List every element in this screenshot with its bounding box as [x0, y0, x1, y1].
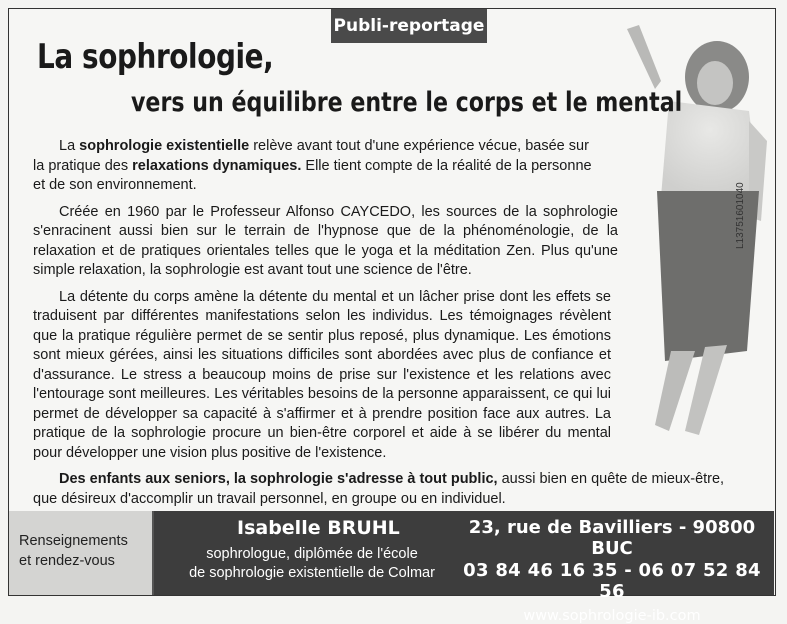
paragraph-3: La détente du corps amène la détente du mental et un lâcher prise dont les effets se traduisent par différentes manifestations selon les individus. Les témoignages révèlent que la pratique régulière permet de se sentir plus reposé, plus dynamique. Les émotions sont mieux gérées, ainsi les situations difficiles sont abordées avec plus de confiance et d'assurance. Le stress a beaucoup moins de prise sur l'existence et les relations avec l'entourage sont meilleures. Les véritables besoins de la personne apparaissent, ce qui lui permet de développer sa capacité à s'affirmer et à prendre position face aux autres. La pratique de la sophrologie procure un bien-être corporel et aide à se libérer du mental pour développer une vision plus positive de l'existence.	[33, 288, 611, 461]
contact-details	[457, 515, 767, 624]
advertorial-frame	[8, 8, 776, 624]
contact-bar	[9, 511, 774, 624]
reference-code: L13751601040	[735, 182, 746, 249]
website-link[interactable]: www.sophrologie-ib.com	[523, 608, 701, 624]
headline: La sophrologie,	[37, 37, 274, 77]
info-label-line1: Renseignements	[19, 533, 128, 549]
publi-reportage-tag: Publi-reportage	[331, 9, 487, 43]
contact-name: Isabelle BRUHL	[237, 517, 400, 539]
article-body	[33, 137, 743, 516]
address: 23, rue de Bavilliers - 90800 BUC	[468, 517, 756, 559]
paragraph-4: Des enfants aux seniors, la sophrologie s'adresse à tout public, aussi bien en quête de mieux-être, que désireux d'accomplir un travail personnel, en groupe ou en individuel.	[33, 471, 725, 507]
info-label-box	[9, 511, 154, 595]
info-label-line2: et rendez-vous	[19, 553, 115, 569]
paragraph-2: Créée en 1960 par le Professeur Alfonso CAYCEDO, les sources de la sophrologie s'enracinent aussi bien sur le terrain de l'hypnose que de la phénoménologie, de la relaxation et de pratiques orientales telles que le yoga et la méditation Zen. Plus qu'une simple relaxation, la sophrologie est avant tout une science de l'être.	[33, 203, 618, 278]
subheadline: vers un équilibre entre le corps et le mental	[131, 87, 683, 118]
phone-numbers: 03 84 46 16 35 - 06 07 52 84 56	[463, 560, 761, 602]
paragraph-1: La sophrologie existentielle relève avant tout d'une expérience vécue, basée sur la pratique des relaxations dynamiques. Elle tient compte de la réalité de la personne et de son environnement.	[33, 138, 592, 193]
contact-description: sophrologue, diplômée de l'école de sophrologie existentielle de Colmar	[189, 546, 435, 581]
